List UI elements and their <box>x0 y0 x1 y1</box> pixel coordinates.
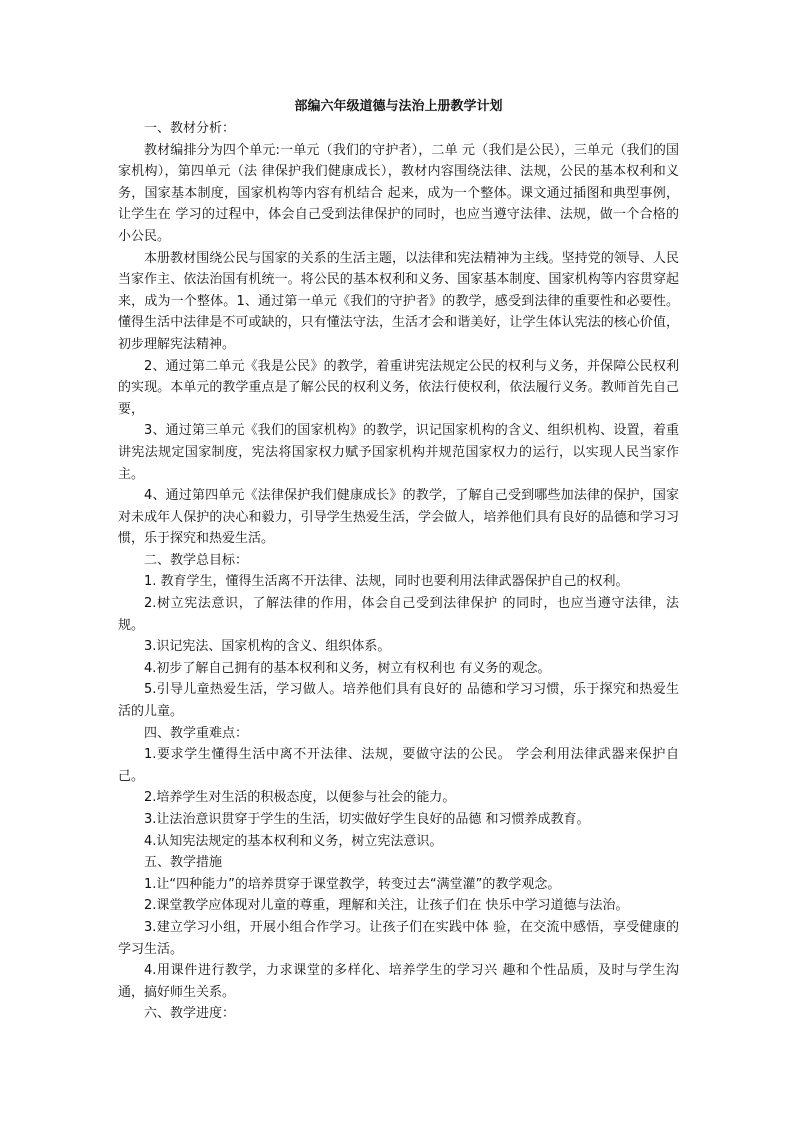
list-item-measure-2: 2.课堂教学应体现对儿童的尊重，理解和关注，让孩子们在 快乐中学习道德与法治。 <box>144 898 629 914</box>
heading-material-analysis: 一、教材分析： <box>144 121 236 136</box>
paragraph-theme-unit-1: 本册教材围绕公民与国家的关系的生活主题，以法律和宪法精神为主线。坚持党的领导、人民当家作主、依法治国有机统一。将公民的基本权利和义务、国家基本制度、国家机构等内容贯穿起来，成为一个整体。1、通过第一单元《我们的守护者》的教学，感受到法律的重要性和必要性。懂得生活中法律是不可或缺的，只有懂法守法，生活才会和谐美好，让学生体认宪法的核心价值，初步理解宪法精神。 <box>118 250 679 352</box>
list-item-goal-4: 4.初步了解自己拥有的基本权利和义务，树立有权利也 有义务的观念。 <box>144 660 551 676</box>
list-item-measure-3: 3.建立学习小组，开展小组合作学习。让孩子们在实践中体 验，在交流中感悟，享受健康的学习生活。 <box>118 919 679 957</box>
heading-overall-goals: 二、教学总目标： <box>144 552 249 568</box>
list-item-key-1: 1.要求学生懂得生活中离不开法律、法规，要做守法的公民。 学会利用法律武器来保护自己。 <box>118 747 679 784</box>
list-item-measure-4: 4.用课件进行教学，力求课堂的多样化、培养学生的学习兴 趣和个性品质，及时与学生沟通，搞好师生关系。 <box>118 963 679 1000</box>
list-item-goal-3: 3.识记宪法、国家机构的含义、组织体系。 <box>144 639 391 655</box>
list-item-key-3: 3.让法治意识贯穿于学生的生活，切实做好学生良好的品德 和习惯养成教育。 <box>144 812 590 827</box>
heading-teaching-measures: 五、教学措施 <box>144 855 223 871</box>
paragraph-unit-overview: 教材编排分为四个单元:一单元（我们的守护者），二单 元（我们是公民），三单元（我们的国家机构），第四单元（法 律保护我们健康成长），教材内容围绕法律、法规，公民的基本权利和义务，国家基本制度，国家机构等内容有机结合 起来，成为一个整体。课文通过插图和典型事例，让学生在 学习的过程中，体会自己受到法律保护的同时，也应当遵守法律、法规，做一个合格的小公民。 <box>118 142 679 244</box>
document-body <box>118 96 679 1025</box>
paragraph-unit-3: 3、通过第三单元《我们的国家机构》的教学，识记国家机构的含义、组织机构、设置，着重讲宪法规定国家制度，宪法将国家权力赋予国家机构并规范国家权力的运行，以实现人民当家作主。 <box>118 423 679 482</box>
list-item-goal-2: 2.树立宪法意识，了解法律的作用，体会自己受到法律保护 的同时，也应当遵守法律，法规。 <box>118 596 679 633</box>
heading-teaching-progress: 六、教学进度： <box>144 1006 236 1022</box>
list-item-key-2: 2.培养学生对生活的积极态度，以便参与社会的能力。 <box>144 790 456 806</box>
heading-key-points: 四、教学重难点： <box>144 725 249 741</box>
list-item-goal-5: 5.引导儿童热爱生活，学习做人。培养他们具有良好的 品德和学习习惯，乐于探究和热爱生活的儿童。 <box>118 682 679 720</box>
paragraph-unit-2: 2、通过第二单元《我是公民》的教学，着重讲宪法规定公民的权利与义务，并保障公民权利的实现。本单元的教学重点是了解公民的权利义务，依法行使权利，依法履行义务。教师首先自己要， <box>118 358 679 417</box>
paragraph-unit-4: 4、通过第四单元《法律保护我们健康成长》的教学，了解自己受到哪些加法律的保护，国家对未成年人保护的决心和毅力，引导学生热爱生活，学会做人，培养他们具有良好的品德和学习习惯，乐于探究和热爱生活。 <box>118 488 679 547</box>
list-item-key-4: 4.认知宪法规定的基本权利和义务，树立宪法意识。 <box>144 833 443 849</box>
document-title: 部编六年级道德与法治上册教学计划 <box>294 99 503 114</box>
list-item-measure-1: 1.让“四种能力”的培养贯穿于课堂教学，转变过去“满堂灌”的教学观念。 <box>144 876 561 892</box>
list-item-goal-1: 1. 教育学生，懂得生活离不开法律、法规，同时也要利用法律武器保护自己的权利。 <box>144 574 629 590</box>
